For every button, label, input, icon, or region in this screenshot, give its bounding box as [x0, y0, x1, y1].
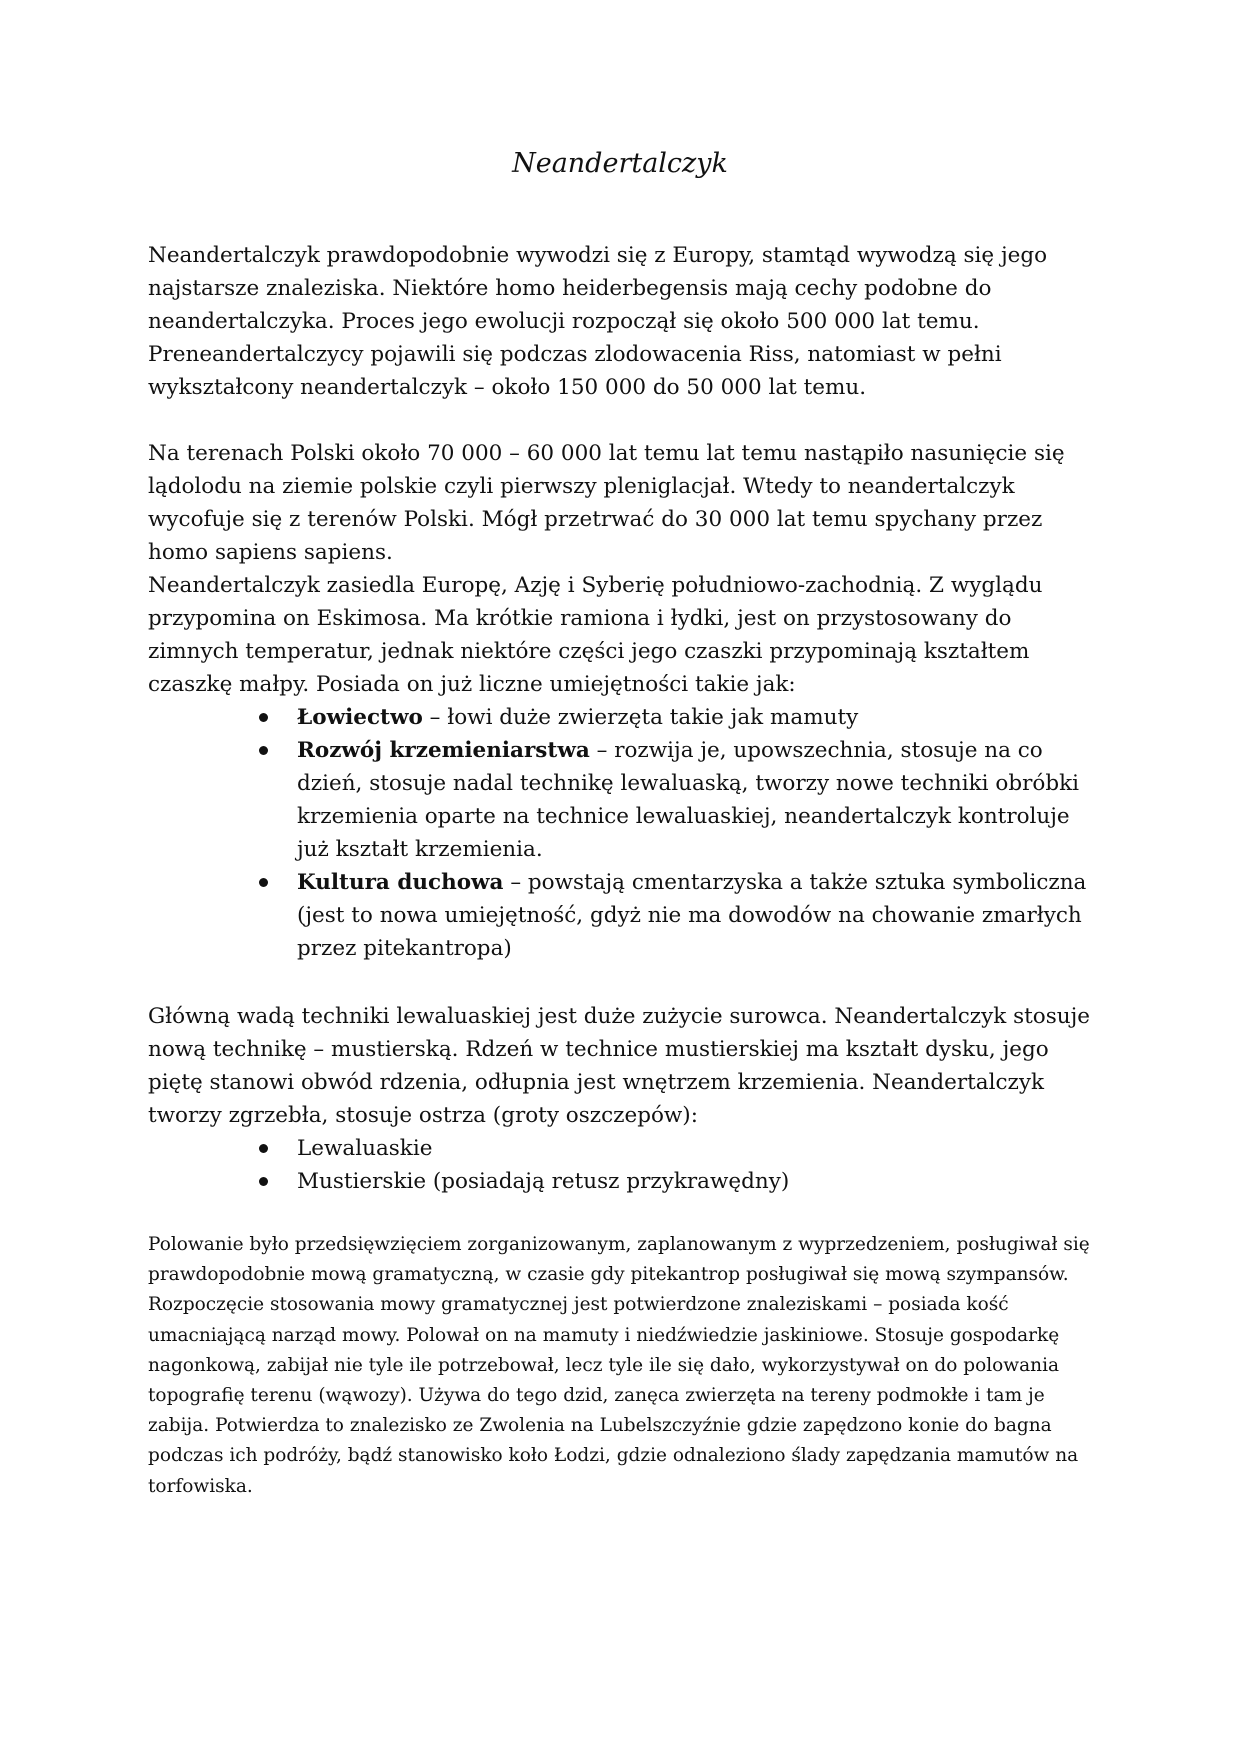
skill-text: – łowi duże zwierzęta takie jak mamuty [422, 705, 859, 730]
skill-text: – rozwija je, upowszechnia, stosuje na co dzień, stosuje nadal technikę lewaluaską, tworzy nowe techniki obróbki krzemienia oparte na technice lewaluaskiej, neandertalczyk kontroluje już kształt krzemienia. [297, 738, 1079, 862]
skills-list [148, 701, 1094, 965]
point-text: Lewaluaskie [297, 1136, 433, 1161]
skill-term: Kultura duchowa [297, 870, 504, 895]
paragraph-origin: Neandertalczyk prawdopodobnie wywodzi się z Europy, stamtąd wywodzą się jego najstarsze znaleziska. Niektóre homo heiderbegensis mają cechy podobne do neandertalczyka. Proces jego ewolucji rozpoczął się około 500 000 lat temu. Preneandertalczycy pojawili się podczas zlodowacenia Riss, natomiast w pełni wykształcony neandertalczyk – około 150 000 do 50 000 lat temu. [148, 243, 1048, 400]
skill-term: Łowiectwo [297, 705, 423, 730]
skill-text: – powstają cmentarzyska a także sztuka symboliczna (jest to nowa umiejętność, gdyż nie ma dowodów na chowanie zmarłych przez pitekantropa) [297, 870, 1087, 961]
list-item [148, 866, 1094, 965]
bullet-icon [259, 1144, 268, 1153]
paragraph-technique: Główną wadą techniki lewaluaskiej jest duże zużycie surowca. Neandertalczyk stosuje nową technikę – mustierską. Rdzeń w technice mustierskiej ma kształt dysku, jego piętę stanowi obwód rdzenia, odłupnia jest wnętrzem krzemienia. Neandertalczyk tworzy zgrzebła, stosuje ostrza (groty oszczepów): [148, 1004, 1090, 1128]
paragraph-range: Neandertalczyk zasiedla Europę, Azję i Syberię południowo-zachodnią. Z wyglądu przypomina on Eskimosa. Ma krótkie ramiona i łydki, jest on przystosowany do zimnych temperatur, jednak niektóre części jego czaszki przypominają kształtem czaszkę małpy. Posiada on już liczne umiejętności takie jak: [148, 573, 1043, 697]
bullet-icon [259, 878, 268, 887]
paragraph-poland: Na terenach Polski około 70 000 – 60 000 lat temu lat temu nastąpiło nasunięcie się lądolodu na ziemie polskie czyli pierwszy pleniglacjał. Wtedy to neandertalczyk wycofuje się z terenów Polski. Mógł przetrwać do 30 000 lat temu spychany przez homo sapiens sapiens. [148, 441, 1065, 565]
page-title: Neandertalczyk [512, 148, 728, 179]
point-text: Mustierskie (posiadają retusz przykrawędny) [297, 1169, 790, 1194]
bullet-icon [259, 1177, 268, 1186]
points-list [148, 1132, 1094, 1198]
list-item [148, 1165, 1094, 1198]
paragraph-hunting: Polowanie było przedsięwzięciem zorganizowanym, zaplanowanym z wyprzedzeniem, posługiwał się prawdopodobnie mową gramatyczną, w czasie gdy pitekantrop posługiwał się mową szympansów. Rozpoczęcie stosowania mowy gramatycznej jest potwierdzone znaleziskami – posiada kość umacniającą narząd mowy. Polował on na mamuty i niedźwiedzie jaskiniowe. Stosuje gospodarkę nagonkową, zabijał nie tyle ile potrzebował, lecz tyle ile się dało, wykorzystywał on do polowania topografię terenu (wąwozy). Używa do tego dzid, zanęca zwierzęta na tereny podmokłe i tam je zabija. Potwierdza to znalezisko ze Zwolenia na Lubelszczyźnie gdzie zapędzono konie do bagna podczas ich podróży, bądź stanowisko koło Łodzi, gdzie odnaleziono ślady zapędzania mamutów na torfowiska. [148, 1234, 1090, 1497]
bullet-icon [259, 746, 268, 755]
skill-term: Rozwój krzemieniarstwa [297, 738, 590, 763]
bullet-icon [259, 713, 268, 722]
list-item [148, 734, 1094, 866]
list-item [148, 1132, 1094, 1165]
list-item [148, 701, 1094, 734]
